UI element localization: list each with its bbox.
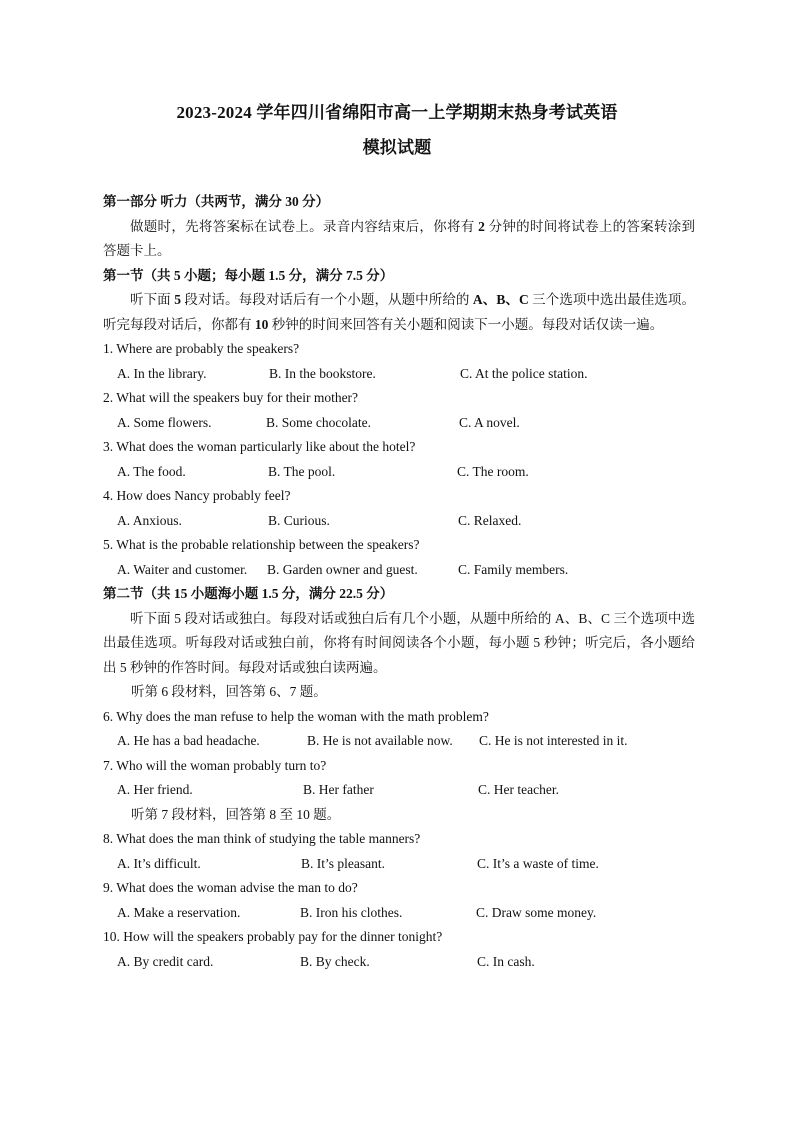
option-a: A. In the library.	[117, 365, 207, 381]
option-b: B. Some chocolate.	[266, 414, 371, 430]
option-c: C. Family members.	[458, 561, 569, 577]
option-b: B. Iron his clothes.	[300, 904, 403, 920]
question: 3. What does the woman particularly like about the hotel?	[103, 439, 416, 454]
question: 8. What does the man think of studying the table manners?	[103, 831, 421, 846]
part1-intro-text-end: 分钟的时间将试卷上的答案转涂到答题卡上。	[103, 218, 696, 258]
option-b: B. He is not available now.	[307, 733, 453, 748]
question-options	[103, 362, 695, 387]
question-options	[103, 411, 695, 436]
part1-instructions	[103, 215, 695, 264]
section1-intro-text: 听下面	[130, 292, 175, 307]
option-b: B. The pool.	[268, 463, 336, 479]
option-a: A. Her friend.	[117, 782, 193, 797]
question: 5. What is the probable relationship between the speakers?	[103, 537, 420, 552]
question-options	[103, 558, 695, 583]
option-c: C. At the police station.	[460, 365, 588, 381]
option-c: C. A novel.	[459, 414, 520, 430]
option-a: A. Some flowers.	[117, 414, 212, 430]
option-b: B. By check.	[300, 953, 370, 969]
section2-instructions: 听下面 5 段对话或独白。每段对话或独白后有几个小题，从题中所给的 A、B、C 三个选项中选出最佳选项。听每段对话或独白前，你将有时间阅读各个小题，每小题 5 秒钟；听完后，各小题给出 5 秒钟的作答时间。每段对话或独白读两遍。	[103, 610, 695, 675]
question-options	[103, 852, 695, 877]
option-a: A. Anxious.	[117, 512, 182, 528]
option-a: A. Make a reservation.	[117, 904, 241, 920]
question: 2. What will the speakers buy for their mother?	[103, 390, 359, 405]
option-c: C. The room.	[457, 463, 529, 479]
section1-intro-text: 秒钟的时间来回答有关小题和阅读下一小题。每段对话仅读一遍。	[268, 316, 664, 332]
exam-content	[103, 190, 695, 974]
question: 1. Where are probably the speakers?	[103, 341, 300, 356]
section1-instructions	[103, 288, 695, 337]
question: 4. How does Nancy probably feel?	[103, 488, 291, 503]
section2-heading: 第二节（共 15 小题海小题 1.5 分，满分 22.5 分）	[103, 586, 394, 601]
part1-intro-text: 做题时，先将答案标在试卷上。录音内容结束后，你将有	[130, 218, 479, 234]
section1-seconds: 10	[254, 316, 269, 332]
question-options	[103, 460, 695, 485]
option-b: B. Garden owner and guest.	[267, 561, 418, 577]
question-options	[103, 509, 695, 534]
section1-option-letters: A、B、C	[472, 292, 529, 307]
part1-intro-number: 2	[478, 218, 485, 234]
exam-subtitle: 模拟试题	[362, 138, 432, 157]
option-c: C. Her teacher.	[478, 782, 559, 797]
option-b: B. In the bookstore.	[269, 365, 376, 381]
section1-intro-text: 三个选项中选出最佳选项。听完每段对话后，你都有	[103, 292, 696, 332]
material-6-note: 听第 6 段材料，回答第 6、7 题。	[131, 684, 327, 699]
option-c: C. Draw some money.	[476, 904, 597, 920]
section1-intro-text: 段对话。每段对话后有一个小题，从题中所给的	[180, 292, 473, 307]
question-options	[103, 901, 695, 926]
option-c: C. In cash.	[477, 953, 535, 969]
option-b: B. It’s pleasant.	[301, 855, 385, 871]
option-b: B. Curious.	[268, 512, 330, 528]
question-options	[103, 778, 695, 803]
exam-title: 2023-2024 学年四川省绵阳市高一上学期期末热身考试英语	[176, 103, 618, 122]
option-a: A. Waiter and customer.	[117, 561, 248, 577]
section1-dialog-count: 5	[174, 292, 181, 307]
option-a: A. He has a bad headache.	[117, 733, 260, 748]
question: 10. How will the speakers probably pay for the dinner tonight?	[103, 929, 443, 944]
option-a: A. The food.	[117, 463, 186, 479]
question: 6. Why does the man refuse to help the woman with the math problem?	[103, 708, 489, 724]
option-b: B. Her father	[303, 782, 374, 797]
material-7-note: 听第 7 段材料，回答第 8 至 10 题。	[131, 806, 341, 822]
option-c: C. It’s a waste of time.	[477, 855, 599, 871]
option-a: A. It’s difficult.	[117, 855, 201, 871]
question-options	[103, 729, 695, 754]
option-a: A. By credit card.	[117, 953, 214, 969]
section1-heading: 第一节（共 5 小题；每小题 1.5 分，满分 7.5 分）	[103, 267, 394, 283]
option-c: C. Relaxed.	[458, 512, 522, 528]
question: 7. Who will the woman probably turn to?	[103, 757, 327, 773]
part1-heading: 第一部分 听力（共两节，满分 30 分）	[103, 194, 330, 209]
option-c: C. He is not interested in it.	[479, 733, 628, 748]
question-options	[103, 950, 695, 975]
question: 9. What does the woman advise the man to do?	[103, 880, 358, 895]
